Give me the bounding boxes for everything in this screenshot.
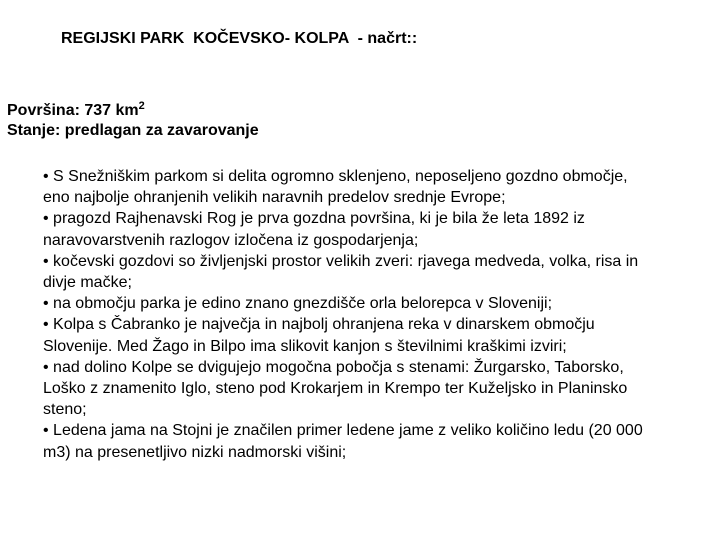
list-line: • S Snežniškim parkom si delita ogromno sklenjeno, neposeljeno gozdno območje, [43,168,628,185]
list-line: • kočevski gozdovi so življenjski prostor velikih zveri: rjavega medveda, volka, risa in [43,252,639,270]
list-line: Slovenije. Med Žago in Bilpo ima slikovit kanjon s številnimi kraškimi izviri; [43,337,567,355]
list-line: • nad dolino Kolpe se dvigujejo mogočna pobočja s stenami: Žurgarsko, Taborsko, [43,358,624,376]
list-line: m3) na presenetljivo nizki nadmorski višini; [43,443,347,461]
list-line: • pragozd Rajhenavski Rog je prva gozdna površina, ki je bila že leta 1892 iz [43,210,585,228]
list-line: divje mačke; [43,274,132,292]
status-line: Stanje: predlagan za zavarovanje [7,122,259,139]
list-line: • Kolpa s Čabranko je največja in najbolj ohranjena reka v dinarskem območju [43,316,595,334]
park-info [7,101,259,141]
list-line: naravovarstvenih razlogov izločena iz gospodarjenja; [43,231,419,249]
list-line: • na območju parka je edino znano gnezdišče orla belorepca v Sloveniji; [43,295,553,313]
list-line: Loško z znamenito Iglo, steno pod Krokarjem in Krempo ter Kuželjsko in Planinsko [43,380,628,398]
list-line: steno; [43,401,87,419]
list-line: • Ledena jama na Stojni je značilen primer ledene jame z veliko količino ledu (20 000 [43,422,643,440]
feature-list [43,166,715,463]
page-title: REGIJSKI PARK KOČEVSKO- KOLPA - načrt:: [61,30,418,47]
list-line: eno najbolje ohranjenih velikih naravnih predelov srednje Evrope; [43,189,506,207]
area-unit-superscript: 2 [138,100,145,112]
area-label: Površina: 737 km [7,102,139,119]
area-line [7,101,259,121]
